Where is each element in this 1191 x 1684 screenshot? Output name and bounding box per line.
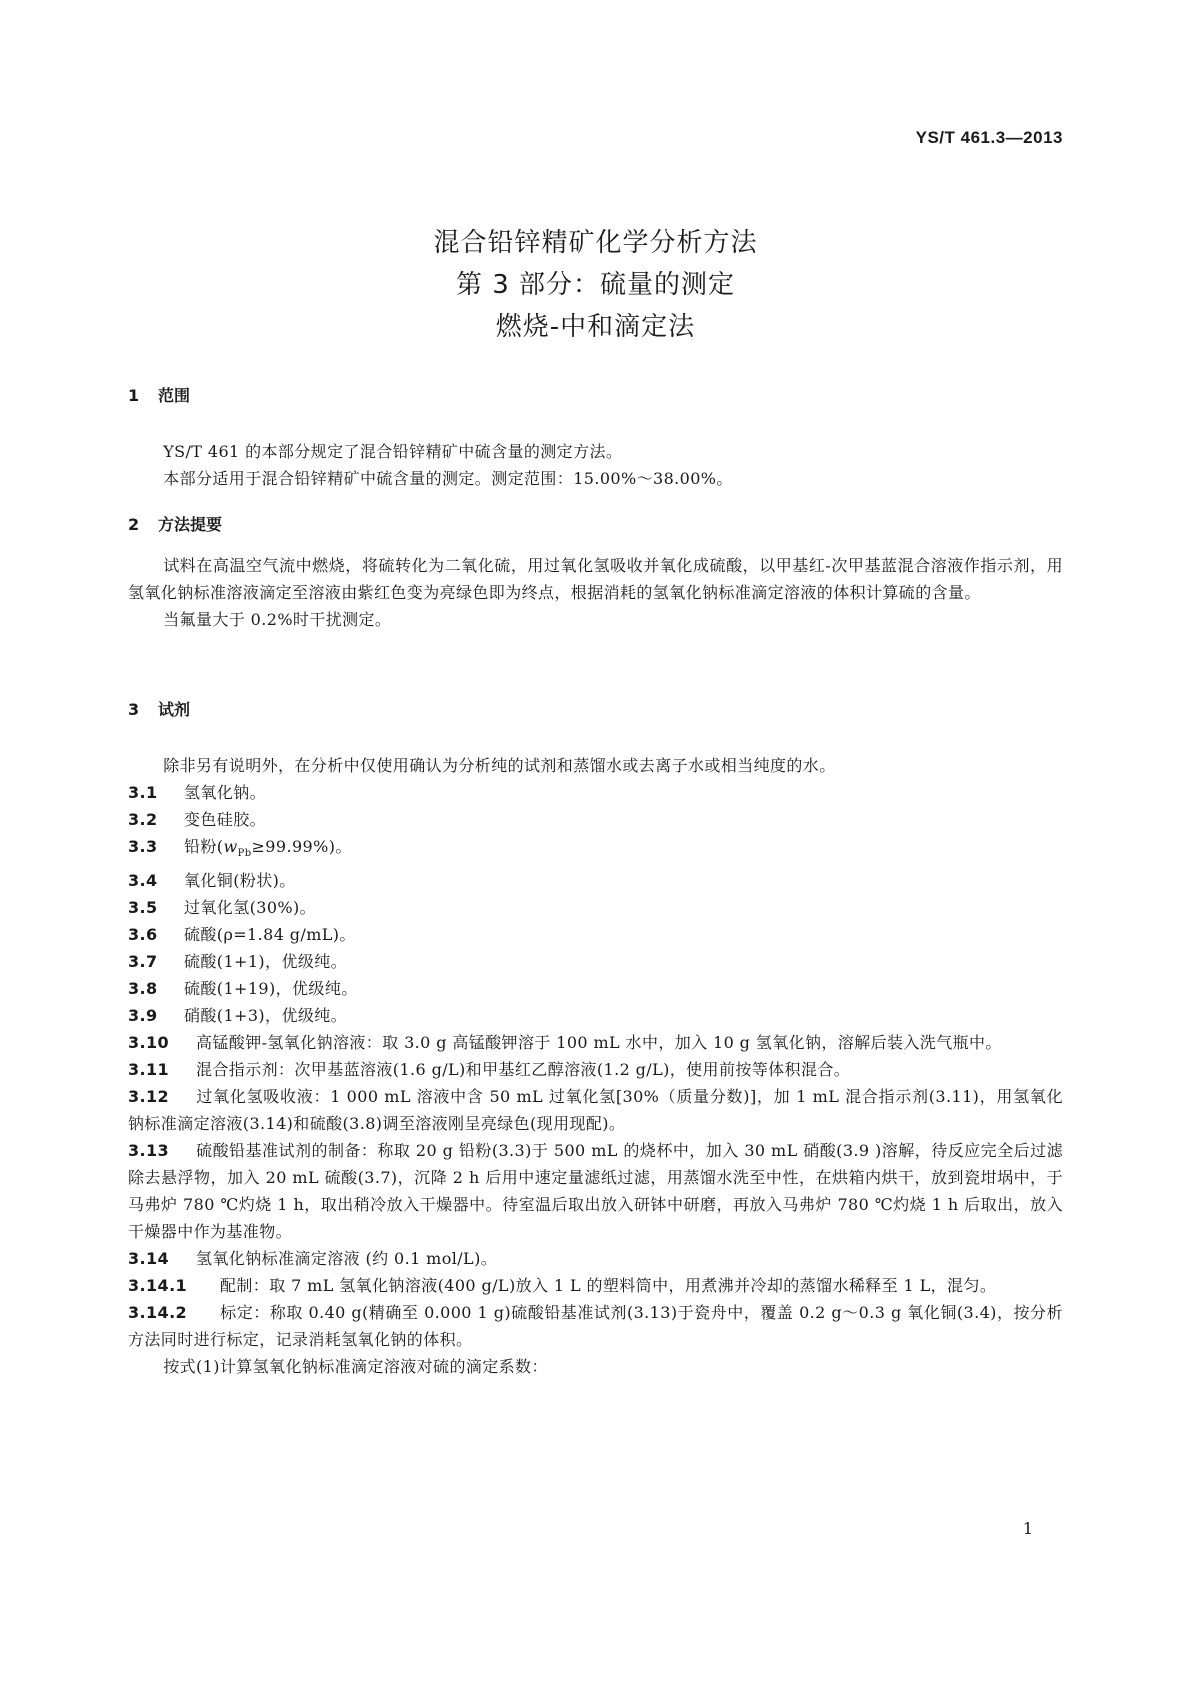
item-number: 3.5 — [128, 898, 158, 918]
list-item — [128, 921, 1063, 948]
section-3-intro: 除非另有说明外，在分析中仅使用确认为分析纯的试剂和蒸馏水或去离子水或相当纯度的水。 — [163, 756, 836, 775]
item-text: 氢氧化钠标准滴定溶液 (约 0.1 mol/L)。 — [196, 1249, 498, 1269]
item-text: 硫酸(1+1)，优级纯。 — [184, 952, 348, 972]
item-number: 3.8 — [128, 979, 158, 999]
item-text: 硫酸(ρ=1.84 g/mL)。 — [184, 925, 356, 945]
document-title — [0, 222, 1191, 348]
item-number: 3.2 — [128, 810, 158, 829]
list-item — [128, 948, 1063, 975]
section-number: 1 — [128, 386, 140, 405]
item-number: 3.12 — [128, 1087, 170, 1107]
paragraph: 本部分适用于混合铅锌精矿中硫含量的测定。测定范围：15.00%～38.00%。 — [163, 469, 733, 488]
list-item — [128, 1245, 1063, 1272]
page-number: 1 — [1022, 1519, 1033, 1538]
item-text: ≥99.99%)。 — [251, 837, 352, 856]
section-2-body — [128, 552, 1063, 633]
list-item — [128, 1056, 1063, 1083]
item-text: 标定：称取 0.40 g(精确至 0.000 1 g)硫酸铅基准试剂(3.13)于瓷舟中，覆盖 0.2 g～0.3 g 氧化铜(3.4)，按分析方法同时进行标定，记录消耗氢氧化钠的体积。 — [128, 1303, 1063, 1350]
item-text: 过氧化氢(30%)。 — [184, 898, 317, 918]
item-text: 硝酸(1+3)，优级纯。 — [184, 1006, 348, 1026]
list-item — [128, 975, 1063, 1002]
list-item — [128, 806, 1063, 833]
list-item — [128, 1002, 1063, 1029]
item-number: 3.1 — [128, 783, 158, 802]
section-3-outro: 按式(1)计算氢氧化钠标准滴定溶液对硫的滴定系数： — [163, 1357, 548, 1377]
list-item — [128, 1137, 1063, 1245]
item-text: 氧化铜(粉状)。 — [184, 871, 296, 891]
section-1-body — [128, 438, 1063, 492]
title-line-3: 燃烧-中和滴定法 — [495, 312, 696, 342]
item-number: 3.6 — [128, 925, 158, 945]
subscript-pb: Pb — [237, 848, 252, 860]
item-text: 混合指示剂：次甲基蓝溶液(1.6 g/L)和甲基红乙醇溶液(1.2 g/L)，使用前按等体积混合。 — [196, 1060, 851, 1080]
item-number: 3.14.1 — [128, 1276, 188, 1296]
item-number: 3.13 — [128, 1141, 170, 1161]
item-number: 3.14 — [128, 1249, 170, 1269]
list-item — [128, 894, 1063, 921]
section-title: 范围 — [158, 386, 191, 405]
section-number: 3 — [128, 700, 140, 719]
item-number: 3.14.2 — [128, 1303, 188, 1323]
item-number: 3.3 — [128, 837, 158, 856]
paragraph: YS/T 461 的本部分规定了混合铅锌精矿中硫含量的测定方法。 — [163, 442, 623, 461]
section-2-heading — [128, 512, 222, 535]
item-text: 硫酸铅基准试剂的制备：称取 20 g 铅粉(3.3)于 500 mL 的烧杯中，加入 30 mL 硝酸(3.9 )溶解，待反应完全后过滤除去悬浮物，加入 20 mL 硫酸(3.7)，沉降 2 h 后用中速定量滤纸过滤，用蒸馏水洗至中性，在烘箱内烘干，放到瓷坩埚中，于马弗炉 780 ℃灼烧 1 h，取出稍冷放入干燥器中。待室温后取出放入研钵中研磨，再放入马弗炉 780 ℃灼烧 1 h 后取出，放入干燥器中作为基准物。 — [128, 1141, 1063, 1242]
standard-code: YS/T 461.3—2013 — [915, 128, 1063, 147]
title-line-2: 第 3 部分：硫量的测定 — [455, 270, 736, 300]
item-text: 高锰酸钾-氢氧化钠溶液：取 3.0 g 高锰酸钾溶于 100 mL 水中，加入 10 g 氢氧化钠，溶解后装入洗气瓶中。 — [196, 1033, 1002, 1053]
list-item — [128, 779, 1063, 806]
item-text: 变色硅胶。 — [184, 810, 267, 829]
math-symbol-w: w — [223, 837, 238, 856]
item-text: 铅粉( — [184, 837, 224, 856]
item-number: 3.7 — [128, 952, 158, 972]
item-number: 3.9 — [128, 1006, 158, 1026]
section-title: 方法提要 — [158, 515, 223, 534]
item-number: 3.10 — [128, 1033, 170, 1053]
list-item — [128, 1029, 1063, 1056]
item-text: 过氧化氢吸收液：1 000 mL 溶液中含 50 mL 过氧化氢[30%（质量分数)]，加 1 mL 混合指示剂(3.11)，用氢氧化钠标准滴定溶液(3.14)和硫酸(3.8)调至溶液刚呈亮绿色(现用现配)。 — [128, 1087, 1063, 1134]
item-number: 3.4 — [128, 871, 158, 891]
list-item — [128, 1299, 1063, 1353]
item-text: 硫酸(1+19)，优级纯。 — [184, 979, 358, 999]
item-text: 氢氧化钠。 — [184, 783, 267, 802]
section-3-heading — [128, 697, 190, 720]
section-title: 试剂 — [158, 700, 191, 719]
list-item — [128, 833, 1063, 867]
paragraph: 试料在高温空气流中燃烧，将硫转化为二氧化硫，用过氧化氢吸收并氧化成硫酸，以甲基红-次甲基蓝混合溶液作指示剂，用氢氧化钠标准溶液滴定至溶液由紫红色变为亮绿色即为终点，根据消耗的氢氧化钠标准滴定溶液的体积计算硫的含量。 — [128, 556, 1063, 602]
paragraph: 当氟量大于 0.2%时干扰测定。 — [163, 610, 392, 629]
list-item — [128, 867, 1063, 894]
title-line-1: 混合铅锌精矿化学分析方法 — [433, 228, 758, 258]
section-1-heading — [128, 383, 190, 406]
section-number: 2 — [128, 515, 140, 534]
item-number: 3.11 — [128, 1060, 170, 1080]
item-text: 配制：取 7 mL 氢氧化钠溶液(400 g/L)放入 1 L 的塑料筒中，用煮沸并冷却的蒸馏水稀释至 1 L，混匀。 — [220, 1276, 997, 1296]
list-item — [128, 1083, 1063, 1137]
list-item — [128, 1272, 1063, 1299]
section-3-body — [128, 752, 1063, 1380]
